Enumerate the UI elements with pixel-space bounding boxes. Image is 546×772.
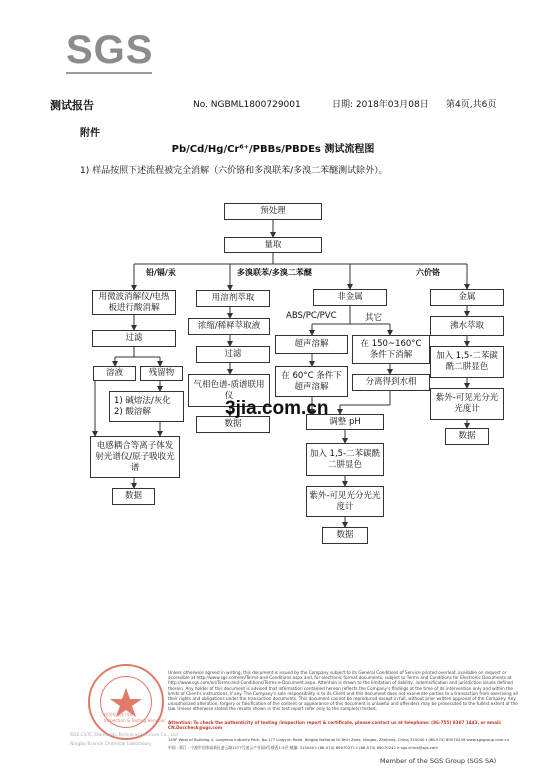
label-other: 其它	[365, 313, 383, 323]
box-residue: 残留物	[140, 366, 183, 381]
label-cr6: 六价铬	[416, 268, 440, 277]
address-cn: 中国 · 浙江 · 宁波市国家高新区凌云路1177号凌云产业园4号楼西1-5层 邮编: 315040 t (86-574) 89070271 t (86-574) 89070242 e sgs.china@sgs.com	[168, 745, 438, 750]
box-filter-middle: 过滤	[196, 346, 270, 363]
box-digest-150-160: 在 150~160°C 条件下消解	[352, 335, 430, 364]
box-boiling-water-extract: 沸水萃取	[430, 316, 504, 336]
flowchart-title: Pb/Cd/Hg/Cr⁶⁺/PBBs/PBDEs 测试流程图	[171, 144, 375, 155]
box-adjust-ph: 调整 pH	[306, 414, 384, 430]
address-en: 145F West of Building 4, Longmao Industry Park, No.177 Lingyun Road, Ningbo National Hi-Tech Zone, Ningbo, Zhejiang, China 315040 t (86-574) 89070249 www.sgsgroup.com.cn	[168, 737, 510, 742]
stamp-text-en: Inspection & Testing Services	[104, 718, 166, 723]
lab-name: Ningbo Branch Chemical Laboratory	[70, 742, 152, 747]
box-add-dpc-metal: 加入 1,5-二苯碳酰二肼显色	[430, 346, 504, 378]
box-add-dpc: 加入 1,5-二苯碳酰二肼显色	[306, 443, 384, 476]
box-filter-left: 过滤	[92, 330, 176, 347]
box-data-middle: 数据	[196, 416, 270, 433]
terms-text: Unless otherwise agreed in writing, this document is issued by the Company subject to its General Conditions of Service printed overleaf, available on request or accessible at http://www.sgs.com/en/Terms-and-Conditions.aspx and, for electronic format documents, subject to Terms and Conditions for Electronic Documents at http://www.sgs.com/en/Terms-and-Conditions/Terms-e-Document.aspx. Attention is drawn to the limitation of liability, indemnification and jurisdiction issues defined therein. Any holder of this document is advised that information contained hereon reflects the Company's findings at the time of its intervention only and within the limits of Client's instructions, if any. The Company's sole responsibility is to its Client and this document does not exonerate parties to a transaction from exercising all their rights and obligations under the transaction documents. This document cannot be reproduced except in full, without prior written approval of the Company. Any unauthorized alteration, forgery or falsification of the content or appearance of this document is unlawful and offenders may be prosecuted to the fullest extent of the law. Unless otherwise stated the results shown in this test report refer only to the sample(s) tested.	[168, 670, 518, 712]
box-concentrate: 浓缩/稀释萃取液	[188, 318, 270, 335]
report-number: No. NGBML1800729001	[193, 100, 301, 110]
label-metals: 铅/镉/汞	[146, 268, 176, 277]
stamp-text: 检验检测专用章	[104, 712, 134, 717]
address-block	[168, 736, 528, 752]
box-uv-vis: 紫外-可见光分光光度计	[306, 486, 384, 517]
watermark: 3jia.com.cn	[225, 398, 329, 419]
box-data-right: 数据	[322, 527, 368, 544]
label-pbb: 多溴联苯/多溴二苯醚	[237, 268, 312, 277]
company-name: SGS-CSTC Standards Technical Services Co., Ltd.	[70, 733, 180, 738]
box-pretreatment: 预处理	[224, 203, 322, 220]
box-alkali-fusion: 1) 碱熔法/灰化 2) 酸溶解	[109, 391, 184, 422]
box-data-metal: 数据	[445, 428, 489, 445]
member-line: Member of the SGS Group (SGS SA)	[380, 757, 497, 765]
box-acid-digestion: 用微波消解仪/电热板进行酸消解	[92, 290, 176, 315]
box-uv-vis-metal: 紫外-可见光分光光度计	[430, 388, 504, 420]
box-nonmetal: 非金属	[313, 289, 387, 306]
report-date: 日期: 2018年03月08日	[332, 100, 429, 110]
page-indicator: 第4页,共6页	[446, 100, 497, 110]
box-ultrasonic: 超声溶解	[275, 335, 348, 354]
inspection-stamp	[88, 664, 164, 740]
sgs-logo: SGS	[66, 28, 154, 72]
box-weigh: 量取	[224, 237, 322, 253]
annex-label: 附件	[80, 128, 100, 139]
box-separate-aqueous: 分离得到水相	[352, 374, 430, 391]
box-solution: 溶液	[93, 366, 136, 381]
label-abs-pc-pvc: ABS/PC/PVC	[286, 311, 337, 321]
box-ultrasonic-60c: 在 60°C 条件下超声溶解	[275, 366, 348, 397]
box-data-left: 数据	[112, 488, 155, 505]
authenticity-notice: Attention: To check the authenticity of testing /inspection report & certificate, please contact us at telephone: (86-755) 8307 1443, or email: CN.Doccheck@sgs.com	[168, 720, 502, 731]
box-gcms: 气相色谱-质谱联用仪	[188, 374, 270, 407]
box-solvent-extract: 用溶剂萃取	[196, 290, 270, 307]
report-title: 测试报告	[50, 99, 94, 112]
flowchart-note: 1) 样品按照下述流程被完全消解（六价铬和多溴联苯/多溴二苯醚测试除外）。	[80, 166, 388, 176]
box-icp: 电感耦合等离子体发射光谱仪/原子吸收光谱	[90, 436, 180, 478]
box-metal: 金属	[430, 289, 504, 306]
